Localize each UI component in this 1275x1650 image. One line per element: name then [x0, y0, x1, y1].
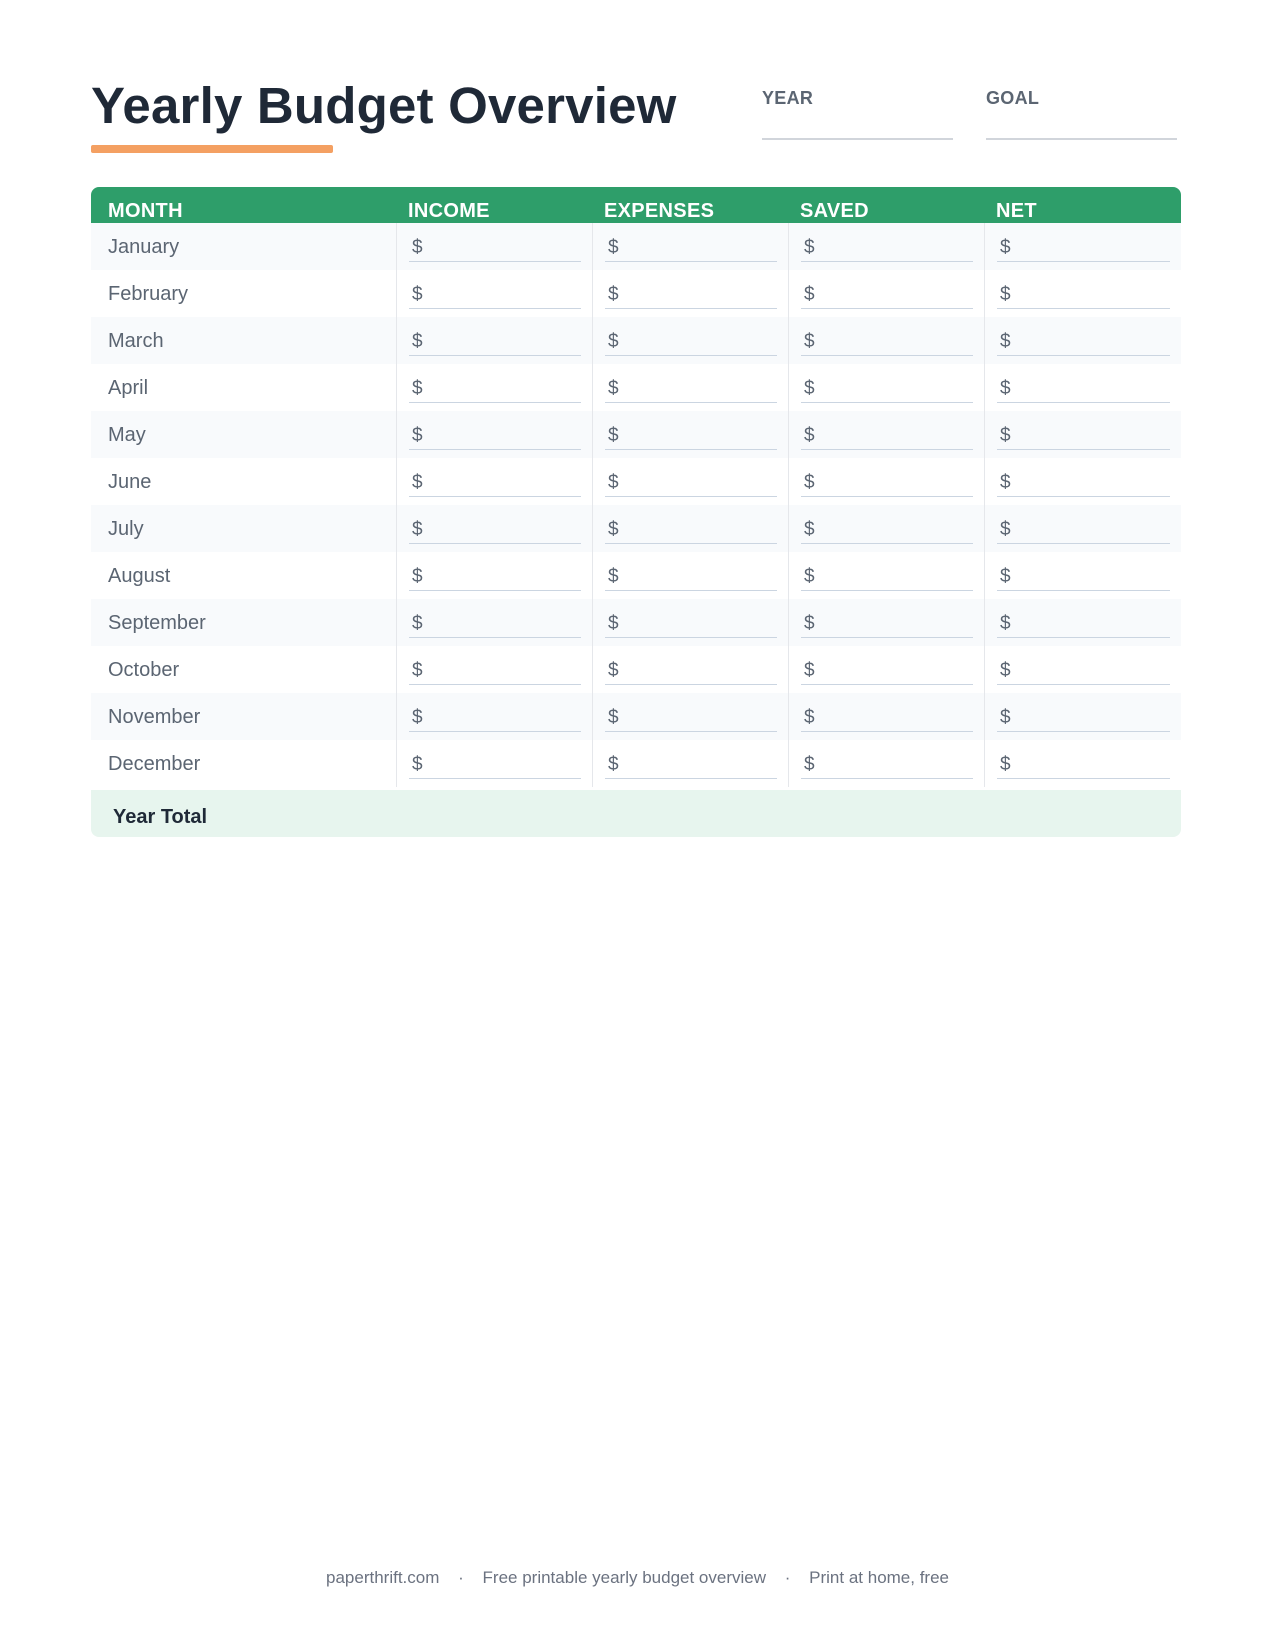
expenses-amount-field[interactable]	[605, 283, 777, 309]
dollar-sign: $	[804, 472, 815, 493]
table-row	[91, 270, 1181, 317]
footer-description: Free printable yearly budget overview	[482, 1568, 767, 1587]
expenses-amount-field[interactable]	[605, 377, 777, 403]
table-header	[91, 187, 1181, 223]
net-cell	[984, 223, 1182, 270]
saved-cell	[788, 317, 985, 364]
footer-note: Print at home, free	[809, 1568, 949, 1587]
income-cell	[396, 505, 593, 552]
month-label: January	[108, 236, 180, 258]
month-label: October	[108, 659, 180, 681]
year-label: YEAR	[762, 88, 814, 108]
income-cell	[396, 270, 593, 317]
table-row	[91, 599, 1181, 646]
dollar-sign: $	[1000, 707, 1011, 728]
expenses-amount-field[interactable]	[605, 518, 777, 544]
table-row	[91, 223, 1181, 270]
income-cell	[396, 411, 593, 458]
dollar-sign: $	[608, 378, 619, 399]
dollar-sign: $	[608, 707, 619, 728]
income-amount-field[interactable]	[409, 565, 581, 591]
month-label: March	[108, 330, 164, 352]
dollar-sign: $	[1000, 378, 1011, 399]
income-cell	[396, 646, 593, 693]
dollar-sign: $	[804, 284, 815, 305]
saved-cell	[788, 646, 985, 693]
dollar-sign: $	[412, 284, 423, 305]
income-amount-field[interactable]	[409, 283, 581, 309]
footer-separator: ·	[458, 1568, 464, 1587]
expenses-amount-field[interactable]	[605, 706, 777, 732]
net-amount-field[interactable]	[997, 753, 1170, 779]
expenses-amount-field[interactable]	[605, 471, 777, 497]
saved-cell	[788, 552, 985, 599]
income-cell	[396, 458, 593, 505]
dollar-sign: $	[412, 660, 423, 681]
table-row	[91, 411, 1181, 458]
year-total-row	[91, 790, 1181, 837]
net-amount-field[interactable]	[997, 471, 1170, 497]
dollar-sign: $	[804, 707, 815, 728]
column-header-expenses: EXPENSES	[604, 200, 715, 222]
dollar-sign: $	[608, 284, 619, 305]
dollar-sign: $	[1000, 284, 1011, 305]
expenses-cell	[592, 552, 789, 599]
expenses-amount-field[interactable]	[605, 565, 777, 591]
net-cell	[984, 317, 1182, 364]
dollar-sign: $	[608, 519, 619, 540]
net-cell	[984, 552, 1182, 599]
income-amount-field[interactable]	[409, 236, 581, 262]
dollar-sign: $	[1000, 472, 1011, 493]
table-row	[91, 364, 1181, 411]
dollar-sign: $	[1000, 754, 1011, 775]
net-amount-field[interactable]	[997, 565, 1170, 591]
net-cell	[984, 411, 1182, 458]
dollar-sign: $	[412, 613, 423, 634]
income-amount-field[interactable]	[409, 659, 581, 685]
saved-cell	[788, 693, 985, 740]
expenses-amount-field[interactable]	[605, 424, 777, 450]
net-amount-field[interactable]	[997, 330, 1170, 356]
net-cell	[984, 505, 1182, 552]
year-field[interactable]	[762, 88, 953, 140]
dollar-sign: $	[608, 425, 619, 446]
income-amount-field[interactable]	[409, 424, 581, 450]
saved-amount-field[interactable]	[801, 283, 973, 309]
year-total-label: Year Total	[113, 806, 208, 828]
month-label: February	[108, 283, 189, 305]
income-amount-field[interactable]	[409, 471, 581, 497]
saved-amount-field[interactable]	[801, 659, 973, 685]
dollar-sign: $	[608, 331, 619, 352]
net-cell	[984, 458, 1182, 505]
dollar-sign: $	[1000, 425, 1011, 446]
expenses-cell	[592, 458, 789, 505]
footer	[0, 1568, 1275, 1588]
footer-separator: ·	[784, 1568, 791, 1587]
table-row	[91, 552, 1181, 599]
saved-cell	[788, 270, 985, 317]
dollar-sign: $	[804, 754, 815, 775]
net-cell	[984, 740, 1182, 787]
expenses-cell	[592, 317, 789, 364]
budget-table	[91, 187, 1181, 837]
month-label: December	[108, 753, 201, 775]
expenses-cell	[592, 223, 789, 270]
expenses-cell	[592, 411, 789, 458]
dollar-sign: $	[804, 425, 815, 446]
income-cell	[396, 552, 593, 599]
net-amount-field[interactable]	[997, 706, 1170, 732]
dollar-sign: $	[412, 237, 423, 258]
dollar-sign: $	[804, 566, 815, 587]
income-cell	[396, 223, 593, 270]
saved-amount-field[interactable]	[801, 471, 973, 497]
income-amount-field[interactable]	[409, 612, 581, 638]
expenses-amount-field[interactable]	[605, 753, 777, 779]
saved-cell	[788, 411, 985, 458]
expenses-cell	[592, 646, 789, 693]
dollar-sign: $	[1000, 613, 1011, 634]
net-amount-field[interactable]	[997, 659, 1170, 685]
dollar-sign: $	[1000, 519, 1011, 540]
saved-amount-field[interactable]	[801, 424, 973, 450]
net-cell	[984, 364, 1182, 411]
income-amount-field[interactable]	[409, 518, 581, 544]
dollar-sign: $	[608, 472, 619, 493]
net-amount-field[interactable]	[997, 612, 1170, 638]
income-cell	[396, 740, 593, 787]
net-amount-field[interactable]	[997, 518, 1170, 544]
goal-label: GOAL	[986, 88, 1040, 108]
dollar-sign: $	[412, 707, 423, 728]
net-cell	[984, 693, 1182, 740]
expenses-amount-field[interactable]	[605, 612, 777, 638]
income-cell	[396, 693, 593, 740]
income-amount-field[interactable]	[409, 330, 581, 356]
table-row	[91, 317, 1181, 364]
saved-cell	[788, 458, 985, 505]
dollar-sign: $	[804, 331, 815, 352]
saved-cell	[788, 364, 985, 411]
saved-amount-field[interactable]	[801, 236, 973, 262]
column-header-income: INCOME	[408, 200, 490, 222]
income-amount-field[interactable]	[409, 706, 581, 732]
saved-amount-field[interactable]	[801, 330, 973, 356]
saved-amount-field[interactable]	[801, 612, 973, 638]
saved-amount-field[interactable]	[801, 753, 973, 779]
footer-site: paperthrift.com	[326, 1568, 440, 1587]
saved-amount-field[interactable]	[801, 706, 973, 732]
income-amount-field[interactable]	[409, 753, 581, 779]
month-label: August	[108, 565, 171, 587]
saved-amount-field[interactable]	[801, 518, 973, 544]
dollar-sign: $	[412, 754, 423, 775]
column-header-month: MONTH	[108, 200, 183, 222]
dollar-sign: $	[804, 378, 815, 399]
column-header-saved: SAVED	[800, 200, 869, 222]
income-amount-field[interactable]	[409, 377, 581, 403]
saved-cell	[788, 223, 985, 270]
dollar-sign: $	[412, 425, 423, 446]
table-row	[91, 693, 1181, 740]
net-amount-field[interactable]	[997, 236, 1170, 262]
dollar-sign: $	[804, 237, 815, 258]
dollar-sign: $	[608, 566, 619, 587]
table-row	[91, 505, 1181, 552]
month-label: November	[108, 706, 201, 728]
dollar-sign: $	[608, 613, 619, 634]
net-amount-field[interactable]	[997, 377, 1170, 403]
dollar-sign: $	[804, 519, 815, 540]
expenses-amount-field[interactable]	[605, 659, 777, 685]
net-amount-field[interactable]	[997, 283, 1170, 309]
dollar-sign: $	[804, 613, 815, 634]
saved-cell	[788, 599, 985, 646]
expenses-cell	[592, 364, 789, 411]
saved-cell	[788, 740, 985, 787]
dollar-sign: $	[1000, 237, 1011, 258]
dollar-sign: $	[1000, 566, 1011, 587]
table-row	[91, 458, 1181, 505]
dollar-sign: $	[412, 331, 423, 352]
column-header-net: NET	[996, 200, 1037, 222]
expenses-amount-field[interactable]	[605, 236, 777, 262]
saved-amount-field[interactable]	[801, 565, 973, 591]
net-cell	[984, 270, 1182, 317]
month-label: April	[108, 377, 149, 399]
table-body	[91, 223, 1181, 787]
saved-amount-field[interactable]	[801, 377, 973, 403]
title-underline	[91, 145, 333, 153]
table-row	[91, 646, 1181, 693]
goal-field[interactable]	[986, 88, 1177, 140]
income-cell	[396, 317, 593, 364]
saved-cell	[788, 505, 985, 552]
expenses-cell	[592, 599, 789, 646]
month-label: September	[108, 612, 206, 634]
dollar-sign: $	[608, 754, 619, 775]
month-label: June	[108, 471, 152, 493]
income-cell	[396, 364, 593, 411]
income-cell	[396, 599, 593, 646]
dollar-sign: $	[804, 660, 815, 681]
table-row	[91, 740, 1181, 787]
month-label: July	[108, 518, 144, 540]
dollar-sign: $	[1000, 660, 1011, 681]
dollar-sign: $	[412, 472, 423, 493]
expenses-cell	[592, 270, 789, 317]
net-amount-field[interactable]	[997, 424, 1170, 450]
dollar-sign: $	[412, 566, 423, 587]
expenses-cell	[592, 740, 789, 787]
net-cell	[984, 599, 1182, 646]
expenses-cell	[592, 693, 789, 740]
expenses-cell	[592, 505, 789, 552]
page-title: Yearly Budget Overview	[91, 77, 677, 134]
dollar-sign: $	[1000, 331, 1011, 352]
dollar-sign: $	[608, 660, 619, 681]
month-label: May	[108, 424, 146, 446]
expenses-amount-field[interactable]	[605, 330, 777, 356]
dollar-sign: $	[608, 237, 619, 258]
net-cell	[984, 646, 1182, 693]
dollar-sign: $	[412, 519, 423, 540]
dollar-sign: $	[412, 378, 423, 399]
